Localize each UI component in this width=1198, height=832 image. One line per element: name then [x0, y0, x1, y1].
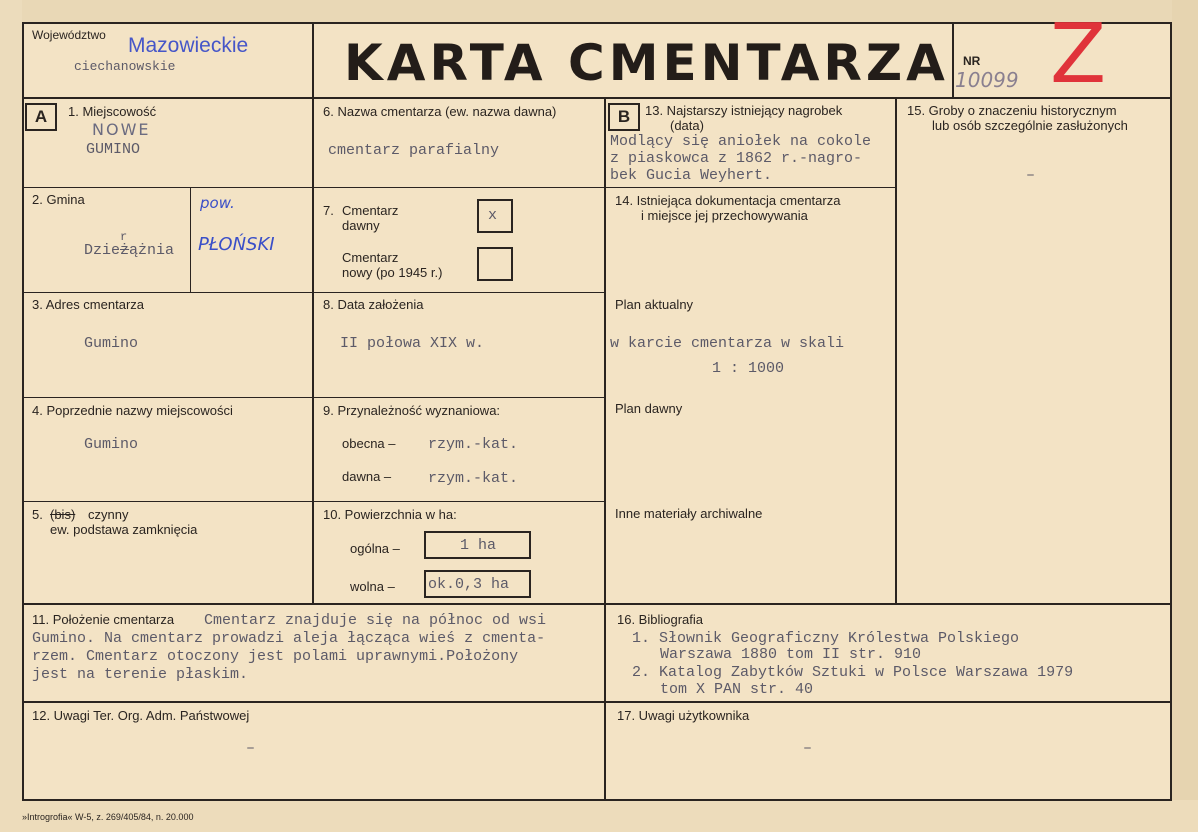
field-11-line-2: Gumino. Na cmentarz prowadzi aleja łącząca wieś z cmenta- — [32, 630, 546, 647]
field-10-wolna-value: ok.0,3 ha — [428, 576, 510, 593]
wojewodztwo-sub: ciechanowskie — [74, 59, 176, 74]
field-9-dawna-label: dawna – — [342, 469, 392, 484]
field-13-line-2: z piaskowca z 1862 r.-nagro- — [610, 150, 863, 167]
print-imprint: »Introgrofia« W-5, z. 269/405/84, n. 20.000 — [22, 812, 194, 822]
field-2-pow-value: PŁOŃSKI — [198, 234, 275, 255]
row-line-c1 — [605, 187, 896, 188]
field-2-pow-label: pow. — [200, 194, 235, 212]
field-12-label: 12. Uwagi Ter. Org. Adm. Państwowej — [32, 708, 250, 723]
field-14-label-2: i miejsce jej przechowywania — [641, 208, 808, 223]
field-13-line-3: bek Gucia Weyhert. — [610, 167, 773, 184]
field-2-value-suffix: ążnia — [129, 242, 175, 259]
row-line-b2 — [313, 292, 605, 293]
field-12-value: – — [246, 740, 256, 757]
field-10-wolna-label: wolna – — [350, 579, 395, 594]
field-15-label-2: lub osób szczególnie zasłużonych — [932, 118, 1128, 133]
wojewodztwo-stamp: Mazowieckie — [128, 34, 249, 57]
field-16-line-1: 1. Słownik Geograficzny Królestwa Polskiego — [632, 630, 1020, 647]
section-a-badge: A — [25, 103, 57, 131]
middle-band-bottom — [22, 701, 1172, 703]
field-5-strike: (bis) — [50, 507, 76, 522]
nr-value: 10099 — [955, 68, 1019, 92]
header-divider-2 — [952, 22, 954, 98]
gmina-pow-divider — [190, 188, 191, 292]
nr-label: NR — [963, 54, 981, 68]
field-11-line-1: Cmentarz znajduje się na północ od wsi — [204, 612, 547, 629]
field-13-line-1: Modlący się aniołek na cokole — [610, 133, 872, 150]
field-11-label: 11. Położenie cmentarza — [32, 612, 175, 627]
field-17-label: 17. Uwagi użytkownika — [617, 708, 750, 723]
row-line-a2 — [22, 292, 313, 293]
field-15-value: – — [1026, 167, 1036, 184]
field-10-ogolna-value: 1 ha — [460, 537, 497, 554]
field-8-value: II połowa XIX w. — [340, 335, 485, 352]
field-16-line-3: 2. Katalog Zabytków Sztuki w Polsce Warszawa 1979 — [632, 664, 1074, 681]
inne-materialy-label: Inne materiały archiwalne — [615, 506, 763, 521]
field-7-nowy-2: nowy (po 1945 r.) — [342, 265, 443, 280]
header-bottom-line — [22, 97, 1172, 99]
plan-aktualny-scale: 1 : 1000 — [712, 360, 785, 377]
field-2-value-prefix: Dzie — [84, 242, 121, 259]
col-divider-1 — [312, 97, 314, 604]
field-10-label: 10. Powierzchnia w ha: — [323, 507, 457, 522]
field-2-value-strike: ż — [120, 242, 130, 259]
field-9-dawna-value: rzym.-kat. — [428, 470, 519, 487]
field-1-handwritten: NOWE — [92, 120, 151, 139]
field-2-correction: r — [120, 230, 128, 244]
paper-edge-left — [0, 0, 22, 832]
field-5-number: 5. — [32, 507, 43, 522]
header-divider-1 — [312, 22, 314, 98]
row-line-b4 — [313, 501, 605, 502]
field-4-value: Gumino — [84, 436, 139, 453]
wojewodztwo-label: Województwo — [32, 28, 106, 42]
row-line-a3 — [22, 397, 313, 398]
card-title: KARTA CMENTARZA — [344, 34, 949, 92]
field-16-line-2: Warszawa 1880 tom II str. 910 — [660, 646, 922, 663]
middle-band-top — [22, 603, 1172, 605]
field-10-ogolna-label: ogólna – — [350, 541, 400, 556]
row-line-a4 — [22, 501, 313, 502]
field-3-label: 3. Adres cmentarza — [32, 297, 144, 312]
field-2-label: 2. Gmina — [32, 192, 85, 207]
field-8-label: 8. Data założenia — [323, 297, 424, 312]
plan-aktualny-value: w karcie cmentarza w skali — [610, 335, 845, 352]
border-bottom — [22, 799, 1172, 801]
field-5-label: czynny — [88, 507, 129, 522]
plan-dawny-label: Plan dawny — [615, 401, 683, 416]
paper-edge-right — [1172, 0, 1198, 832]
row-line-b3 — [313, 397, 605, 398]
field-4-label: 4. Poprzednie nazwy miejscowości — [32, 403, 233, 418]
field-11-line-4: jest na terenie płaskim. — [32, 666, 249, 683]
field-9-label: 9. Przynależność wyznaniowa: — [323, 403, 501, 418]
field-7-dawny: Cmentarz — [342, 203, 399, 218]
field-1-value: GUMINO — [86, 141, 141, 158]
field-17-value: – — [803, 740, 813, 757]
field-7-nowy-checkbox[interactable] — [477, 247, 513, 281]
category-mark: Z — [1050, 7, 1107, 102]
field-7-dawny-2: dawny — [342, 218, 380, 233]
field-14-label: 14. Istniejąca dokumentacja cmentarza — [615, 193, 841, 208]
field-7-label: 7. — [323, 203, 334, 218]
field-16-line-4: tom X PAN str. 40 — [660, 681, 814, 698]
field-11-line-3: rzem. Cmentarz otoczony jest polami uprawnymi.Położony — [32, 648, 519, 665]
border-top — [22, 22, 1172, 24]
border-right — [1170, 22, 1172, 800]
section-b-badge: B — [608, 103, 640, 131]
field-3-value: Gumino — [84, 335, 139, 352]
border-left — [22, 22, 24, 800]
paper-edge-top — [0, 0, 1198, 22]
field-7-dawny-mark: x — [488, 207, 498, 224]
row-line-a1 — [22, 187, 313, 188]
field-7-nowy: Cmentarz — [342, 250, 399, 265]
field-6-label: 6. Nazwa cmentarza (ew. nazwa dawna) — [323, 104, 557, 119]
field-16-label: 16. Bibliografia — [617, 612, 703, 627]
col-divider-3 — [895, 97, 897, 604]
field-9-obecna-label: obecna – — [342, 436, 396, 451]
field-5-label-2: ew. podstawa zamknięcia — [50, 522, 198, 537]
field-15-label: 15. Groby o znaczeniu historycznym — [907, 103, 1117, 118]
field-9-obecna-value: rzym.-kat. — [428, 436, 519, 453]
field-1-label: 1. Miejscowość — [68, 104, 157, 119]
col-divider-2 — [604, 97, 606, 801]
field-2-value — [84, 242, 174, 259]
plan-aktualny-label: Plan aktualny — [615, 297, 694, 312]
field-13-label: 13. Najstarszy istniejący nagrobek — [645, 103, 843, 118]
field-13-label-2: (data) — [670, 118, 704, 133]
field-6-value: cmentarz parafialny — [328, 142, 500, 159]
row-line-b1 — [313, 187, 605, 188]
